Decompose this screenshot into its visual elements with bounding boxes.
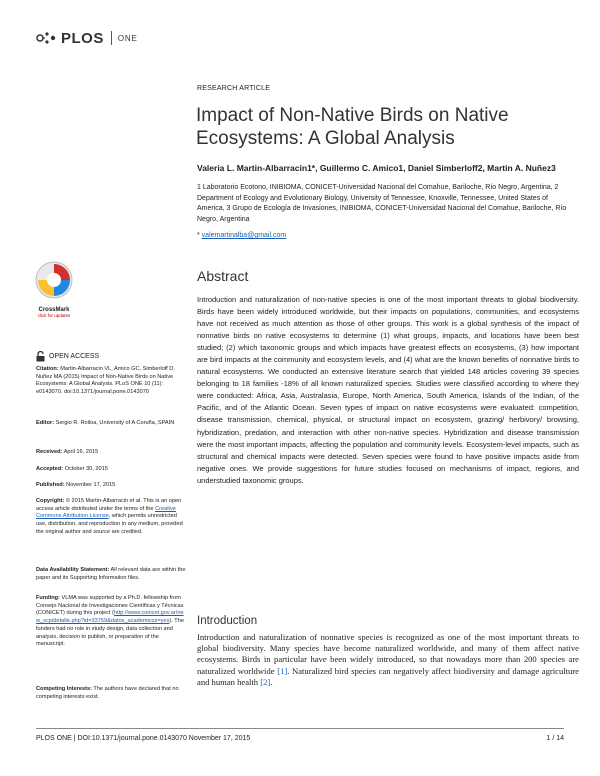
email-prefix: * xyxy=(197,232,202,239)
footer-divider xyxy=(36,728,564,729)
crossmark-badge[interactable] xyxy=(34,260,74,318)
open-access-label: OPEN ACCESS xyxy=(49,353,100,360)
funding-block xyxy=(36,595,186,649)
data-availability-label: Data Availability Statement: xyxy=(36,567,110,573)
editor-block xyxy=(36,420,186,428)
logo-text: PLOS xyxy=(61,29,104,47)
received-block xyxy=(36,449,186,457)
funding-text-2: ). The funders had no role in study design, data collection and analysis, decision to publish, or preparation of the manuscript. xyxy=(36,618,184,648)
reference-link-1[interactable]: [1] xyxy=(277,665,288,676)
data-availability-block xyxy=(36,567,186,582)
crossmark-label: CrossMark xyxy=(38,307,70,313)
logo-divider xyxy=(111,31,112,45)
open-lock-icon xyxy=(36,351,45,362)
article-type: RESEARCH ARTICLE xyxy=(197,85,271,92)
copyright-text-2: , which permits unrestricted use, distribution, and reproduction in any medium, provided the original author and source are credited. xyxy=(36,513,183,535)
competing-interests-text: The authors have declared that no competing interests exist. xyxy=(36,686,179,700)
citation-label: Citation: xyxy=(36,366,59,372)
abstract-heading: Abstract xyxy=(197,268,249,284)
intro-text-2: . Naturalized bird species can negatively affect biodiversity and damage agriculture and human health xyxy=(197,665,579,687)
published-block xyxy=(36,482,186,490)
intro-text-1: Introduction and naturalization of nonnative species is recognized as one of the most important threats to global biodiversity. Many species have become naturalized worldwide, and many of them affect native ecosystems. Birds in particular have been widely introduced, so that nowadays more than 200 species are naturalized worldwide xyxy=(197,632,579,676)
introduction-text xyxy=(197,632,579,688)
article-title: Impact of Non-Native Birds on Native Ecosystems: A Global Analysis xyxy=(196,105,509,149)
footer-citation: PLOS ONE | DOI:10.1371/journal.pone.0143070 November 17, 2015 xyxy=(36,735,251,742)
data-availability-text: All relevant data are within the paper and its Supporting Information files. xyxy=(36,567,186,581)
published-date: November 17, 2015 xyxy=(66,482,116,488)
competing-interests-label: Competing Interests: xyxy=(36,686,92,692)
copyright-label: Copyright: xyxy=(36,498,65,504)
editor-text: Sergio R. Roiloa, University of A Coruña, SPAIN xyxy=(55,420,175,426)
funding-text-1: VLMA was supported by a Ph.D. fellowship from Consejo Nacional de Investigaciones Científicas y Técnicas (CONICET) during this project ( xyxy=(36,595,184,617)
citation-block xyxy=(36,366,186,397)
plos-logo[interactable] xyxy=(36,30,138,46)
journal-name: ONE xyxy=(117,33,138,43)
email-link[interactable]: valemartinalba@gmail.com xyxy=(201,232,287,239)
introduction-heading: Introduction xyxy=(197,615,258,627)
license-link[interactable]: Creative Commons Attribution License xyxy=(36,505,176,520)
page-number: 1 / 14 xyxy=(546,735,564,742)
received-date: April 16, 2015 xyxy=(63,449,99,455)
competing-interests-block xyxy=(36,686,186,701)
abstract-text: Introduction and naturalization of non-native species is one of the most important threats to global biodiversity. Birds have been widely introduced worldwide, but their impacts on populations, communities, and ecosystems have not received as much attention as those of other groups. This work is a global synthesis of the impact of nonnative birds on native ecosystems to determine (1) what groups, impacts, and locations have been best studied; (2) which taxonomic groups and which impacts have greatest effects on ecosystems, (3) how important are bird impacts at the community and ecosystem levels, and (4) what are the known benefits of nonnative birds to natural ecosystems. We conducted an extensive literature search that yielded 148 articles covering 39 species belonging to 18 families -18% of all known naturalized species. Studies were classified according to where they were conducted: Africa, Asia, Australasia, Europe, North America, South America, Islands of the Indian, of the Pacific, and of the Atlantic Ocean. Seven types of impact on native ecosystems were evaluated: competition, disease transmission, chemical, physical, or structural impact on ecosystem, grazing/ herbivory/ browsing, hybridization, predation, and interaction with other non-native species. Hybridization and disease transmission were the most important impacts, affecting the population and community levels. Ecosystem-level impacts, such as structural and chemical impacts were detected. Seven species were found to have positive impacts aside from negative ones. We provide suggestions for future studies focused on mechanisms of impact, regions, and understudied taxonomic groups. xyxy=(197,295,579,485)
reference-link-2[interactable]: [2] xyxy=(260,676,271,687)
copyright-text-1: © 2015 Martin-Albarracin et al. This is an open access article distributed under the terms of the xyxy=(36,498,182,512)
plos-dots-icon xyxy=(36,30,58,46)
accepted-block xyxy=(36,466,186,474)
funding-link[interactable]: http://www.conicet.gov.ar/new_scp/detalle.php?id=33759&datos_academicos=yes xyxy=(36,610,184,625)
intro-text-3: . xyxy=(270,676,273,687)
received-label: Received: xyxy=(36,449,63,455)
crossmark-sublabel: click for updates xyxy=(37,313,71,318)
open-access-badge xyxy=(36,351,99,362)
funding-label: Funding: xyxy=(36,595,60,601)
accepted-label: Accepted: xyxy=(36,466,64,472)
affiliations: 1 Laboratorio Ecotono, INIBIOMA, CONICET-Universidad Nacional del Comahue, Bariloche, Río Negro, Argentina, 2 Department of Ecology and Evolutionary Biology, University of Tennessee, Knoxville, Tennessee, United States of America, 3 Grupo de Ecología de Invasiones, INIBIOMA, CONICET-Universidad Nacional del Comahue, Bariloche, Río Negro, Argentina xyxy=(197,184,567,223)
copyright-block xyxy=(36,498,186,537)
corresponding-email xyxy=(197,232,286,239)
accepted-date: October 30, 2015 xyxy=(64,466,108,472)
author-list: Valeria L. Martin-Albarracin1*, Guillermo C. Amico1, Daniel Simberloff2, Martin A. Nuñez3 xyxy=(197,163,556,173)
citation-text: Martin-Albarracin VL, Amico GC, Simberloff D, Nuñez MA (2015) Impact of Non-Native Birds on Native Ecosystems: A Global Analysis. PLoS ONE 10 (11): e0143070. doi:10.1371/journal.pone.0143070 xyxy=(36,366,175,396)
crossmark-icon xyxy=(34,260,74,300)
published-label: Published: xyxy=(36,482,65,488)
editor-label: Editor: xyxy=(36,420,55,426)
